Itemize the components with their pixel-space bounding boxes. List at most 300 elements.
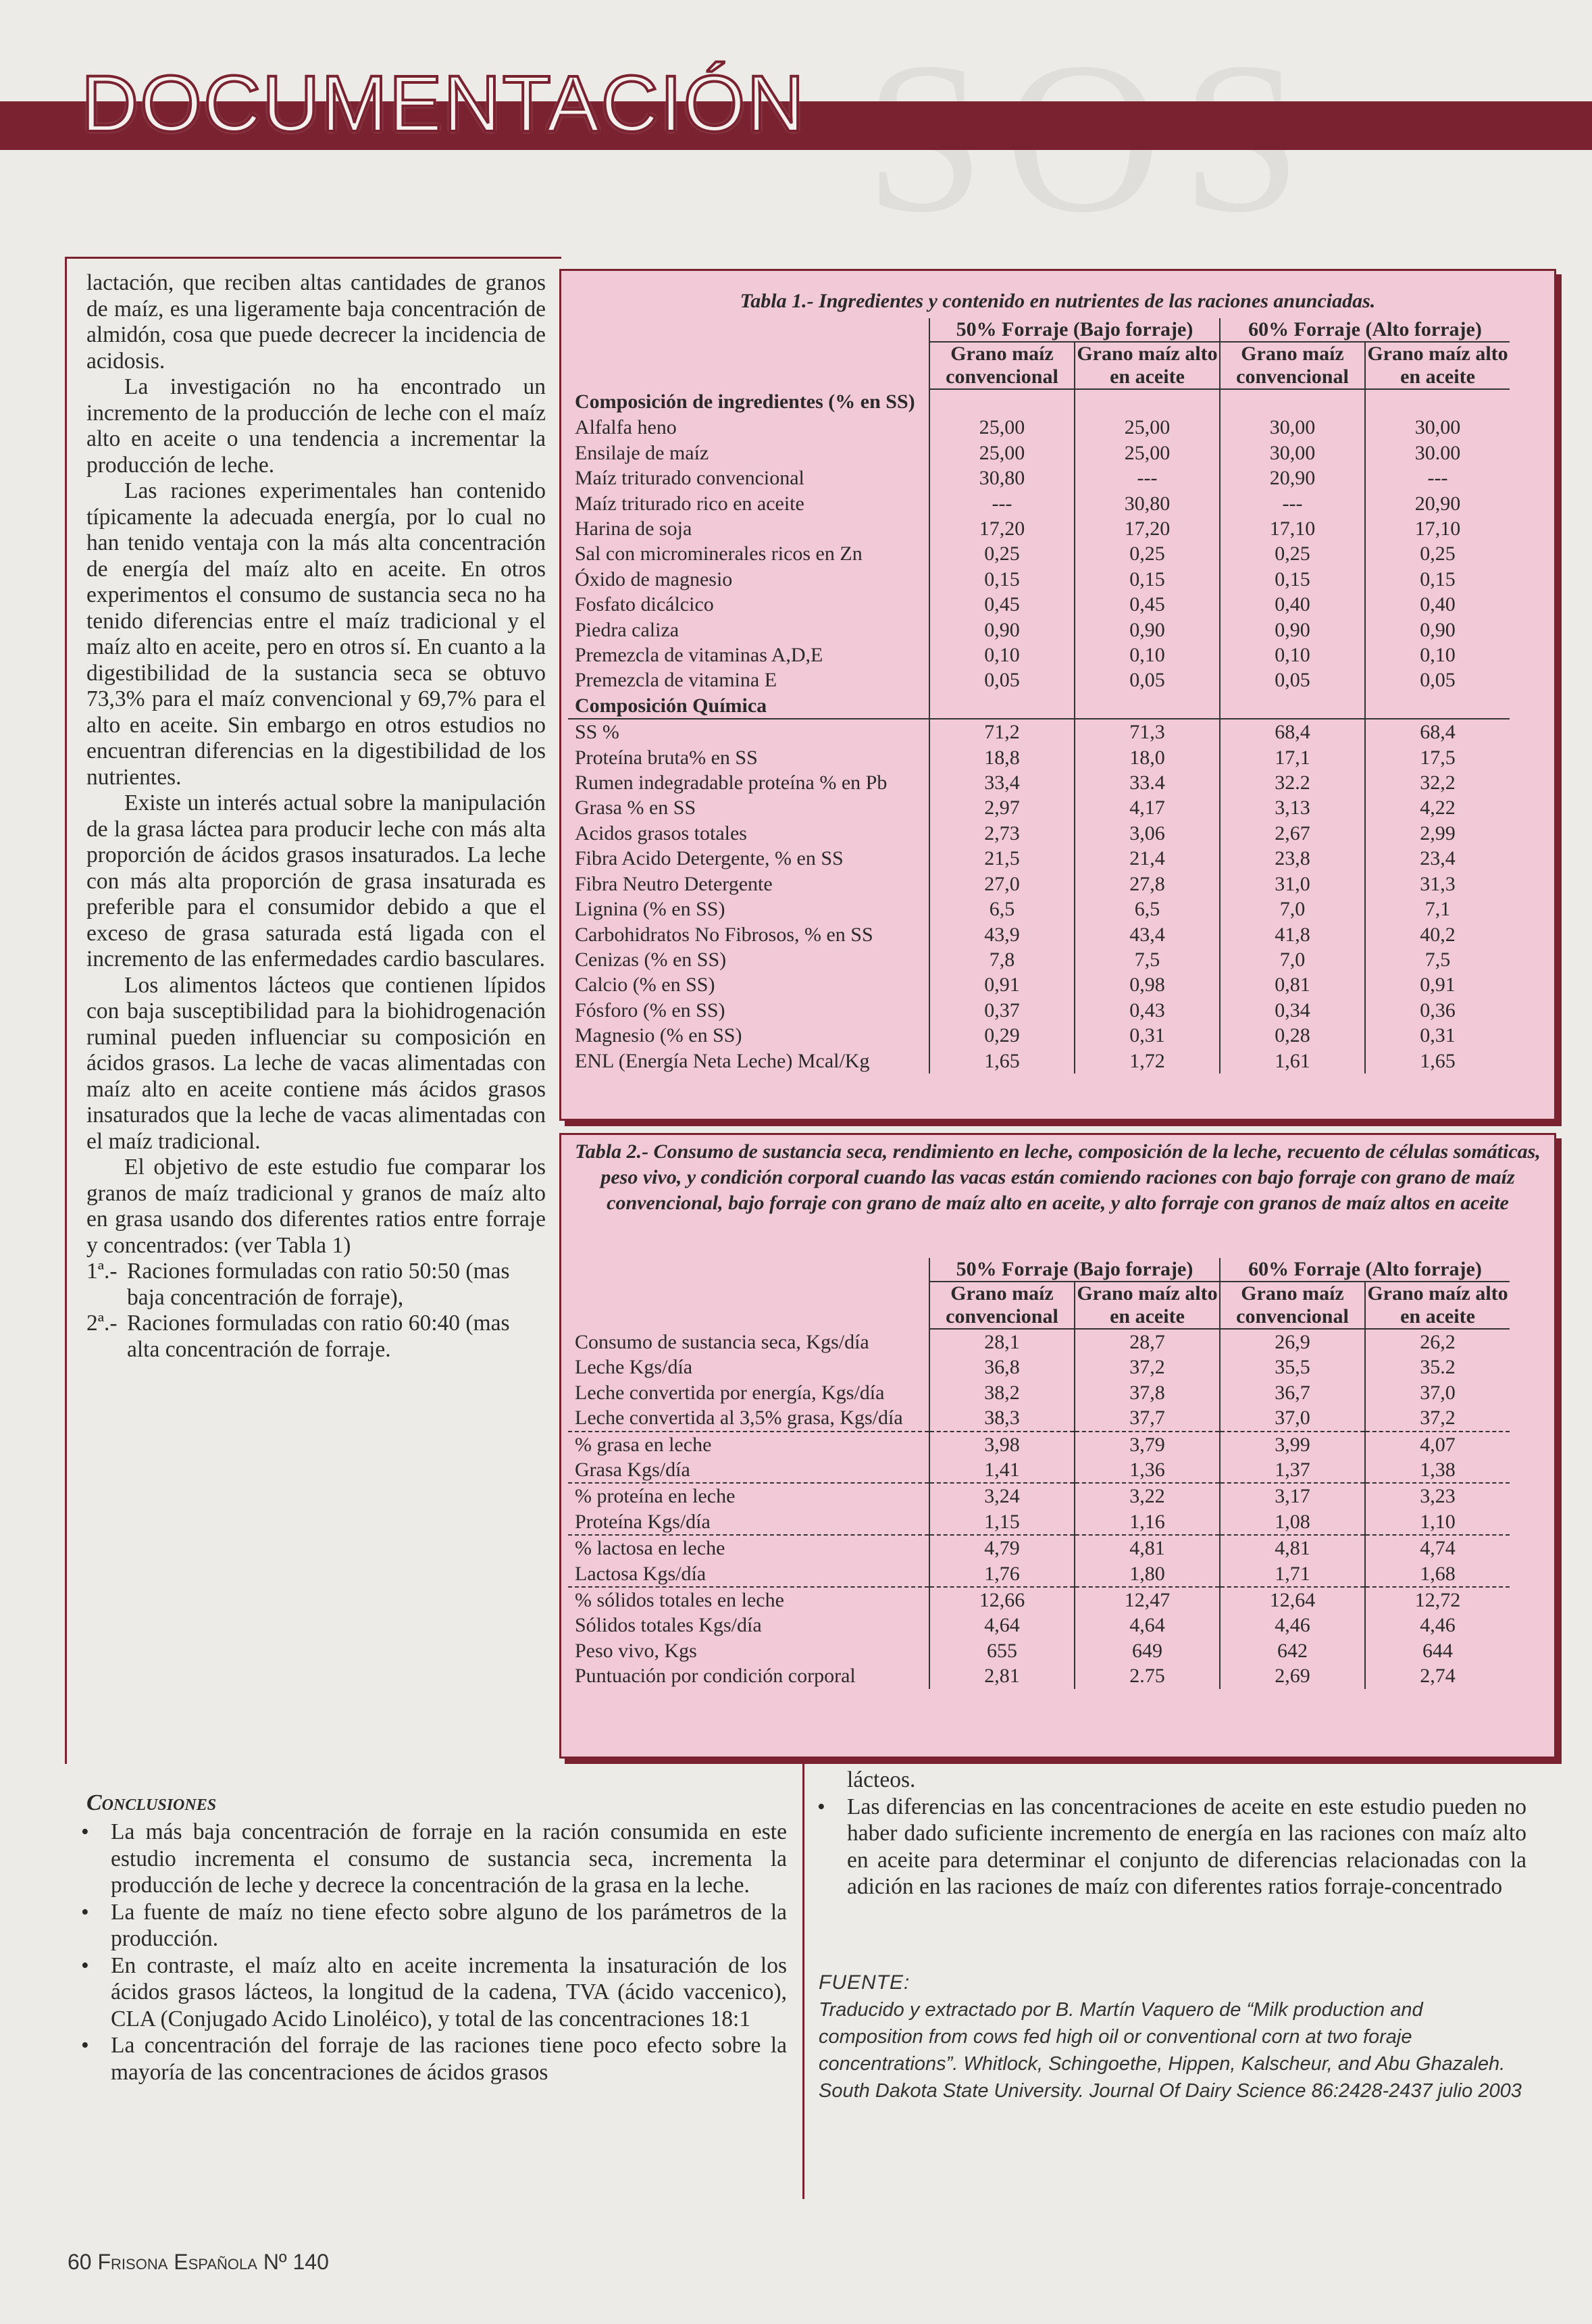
cell-value: 0,10 bbox=[1365, 642, 1510, 667]
source-note bbox=[819, 1969, 1528, 2104]
cell-value: 37,7 bbox=[1075, 1405, 1220, 1431]
table-row bbox=[568, 795, 1510, 820]
table-row bbox=[568, 465, 1510, 490]
cell-value: 4,22 bbox=[1365, 795, 1510, 820]
table-1-grid bbox=[568, 318, 1510, 1073]
cell-value: 28,1 bbox=[929, 1329, 1075, 1355]
row-label: Acidos grasos totales bbox=[575, 822, 747, 844]
page-footer bbox=[68, 2250, 329, 2275]
column-header: Grano maíz convencional bbox=[929, 1282, 1075, 1329]
cell-value: 1,37 bbox=[1220, 1457, 1365, 1483]
bullet: • bbox=[81, 1952, 89, 1978]
row-label: Rumen indegradable proteína % en Pb bbox=[575, 772, 888, 794]
empty-cell bbox=[1365, 389, 1510, 415]
empty-cell bbox=[1220, 389, 1365, 415]
cell-value: 12,47 bbox=[1075, 1587, 1220, 1613]
group-header: 50% Forraje (Bajo forraje) bbox=[929, 318, 1220, 342]
table-row bbox=[568, 541, 1510, 566]
row-label: Puntuación por condición corporal bbox=[575, 1665, 856, 1688]
cell-value: 2,67 bbox=[1220, 821, 1365, 846]
cell-value: 30,00 bbox=[1365, 415, 1510, 440]
cell-value: 7,5 bbox=[1075, 947, 1220, 972]
cell-value: 17,10 bbox=[1220, 516, 1365, 541]
paragraph: Existe un interés actual sobre la manipulación de la grasa láctea para producir leche con más alta proporción de ácidos grasos insaturados. La leche con más alta proporción de grasa insaturada es preferible para el consumidor debido a que el exceso de grasa saturada está ligada con el incremento de las enfermedades cardio basculares. bbox=[86, 790, 546, 971]
table-row bbox=[568, 1405, 1510, 1431]
cell-value: 0,36 bbox=[1365, 998, 1510, 1023]
group-header: 50% Forraje (Bajo forraje) bbox=[929, 1258, 1220, 1282]
cell-value: 4,17 bbox=[1075, 795, 1220, 820]
cell-value: 12,64 bbox=[1220, 1587, 1365, 1613]
cell-value: 25,00 bbox=[929, 415, 1075, 440]
cell-value: 17,10 bbox=[1365, 516, 1510, 541]
cell-value: 33.4 bbox=[1075, 770, 1220, 795]
row-label: Fibra Acido Detergente, % en SS bbox=[575, 847, 844, 870]
cell-value: 17,20 bbox=[929, 516, 1075, 541]
cell-value: 26,2 bbox=[1365, 1329, 1510, 1355]
cell-value: 32.2 bbox=[1220, 770, 1365, 795]
cell-value: 43,4 bbox=[1075, 922, 1220, 947]
cell-value: 36,8 bbox=[929, 1355, 1075, 1380]
cell-value: 3,79 bbox=[1075, 1432, 1220, 1457]
table-row bbox=[568, 770, 1510, 795]
cell-value: 4,79 bbox=[929, 1535, 1075, 1561]
cell-value: 1,68 bbox=[1365, 1561, 1510, 1587]
cell-value: 3,23 bbox=[1365, 1483, 1510, 1509]
empty-cell bbox=[1075, 389, 1220, 415]
list-item bbox=[81, 1899, 787, 1952]
cell-value: 35,5 bbox=[1220, 1355, 1365, 1380]
cell-value: 3,99 bbox=[1220, 1432, 1365, 1457]
conclusions-heading: Conclusiones bbox=[86, 1790, 217, 1815]
cell-value: 0,90 bbox=[1220, 617, 1365, 642]
table-row bbox=[568, 516, 1510, 541]
cell-value: 23,4 bbox=[1365, 846, 1510, 871]
table-row bbox=[568, 1329, 1510, 1355]
row-label: Leche convertida por energía, Kgs/día bbox=[575, 1381, 885, 1404]
list-item bbox=[81, 1952, 787, 2033]
table-row bbox=[568, 1023, 1510, 1048]
cell-value: 4,46 bbox=[1220, 1613, 1365, 1638]
cell-value: 4,81 bbox=[1075, 1535, 1220, 1561]
cell-value: 0,25 bbox=[1075, 541, 1220, 566]
cell-value: 3,17 bbox=[1220, 1483, 1365, 1509]
table-row bbox=[568, 896, 1510, 921]
cell-value: 18,8 bbox=[929, 745, 1075, 770]
cell-value: 1,72 bbox=[1075, 1049, 1220, 1073]
cell-value: 35.2 bbox=[1365, 1355, 1510, 1380]
cell-value: 0,45 bbox=[929, 592, 1075, 617]
cell-value: 7,0 bbox=[1220, 947, 1365, 972]
row-label: Fibra Neutro Detergente bbox=[575, 872, 773, 895]
cell-value: 7,0 bbox=[1220, 896, 1365, 921]
list-item bbox=[817, 1794, 1526, 1900]
cell-value: 0,90 bbox=[929, 617, 1075, 642]
list-text: Raciones formuladas con ratio 50:50 (mas baja concentración de forraje), bbox=[127, 1259, 510, 1310]
row-label: Maíz triturado rico en aceite bbox=[575, 492, 804, 515]
cell-value: 0,25 bbox=[1220, 541, 1365, 566]
cell-value: 40,2 bbox=[1365, 922, 1510, 947]
bullet: • bbox=[81, 1819, 89, 1844]
conclusions-list bbox=[81, 1819, 787, 2086]
cell-value: 3,98 bbox=[929, 1432, 1075, 1457]
cell-value: 4,74 bbox=[1365, 1535, 1510, 1561]
cell-value: 37,0 bbox=[1220, 1405, 1365, 1431]
section-title: DOCUMENTACIÓN bbox=[81, 59, 806, 149]
table-row bbox=[568, 972, 1510, 997]
cell-value: 36,7 bbox=[1220, 1380, 1365, 1405]
list-item bbox=[81, 1819, 787, 1899]
cell-value: 0,10 bbox=[1220, 642, 1365, 667]
row-label: Consumo de sustancia seca, Kgs/día bbox=[575, 1330, 869, 1353]
table-row bbox=[568, 1509, 1510, 1535]
table-row bbox=[568, 1663, 1510, 1688]
cell-value: 3,22 bbox=[1075, 1483, 1220, 1509]
cell-value: 0,15 bbox=[929, 567, 1075, 592]
list-text: lácteos. bbox=[847, 1767, 916, 1792]
row-label: ENL (Energía Neta Leche) Mcal/Kg bbox=[575, 1049, 870, 1072]
cell-value: 7,1 bbox=[1365, 896, 1510, 921]
cell-value: 0,29 bbox=[929, 1023, 1075, 1048]
row-label: Peso vivo, Kgs bbox=[575, 1639, 697, 1662]
row-label: Óxido de magnesio bbox=[575, 567, 733, 590]
cell-value: 3,06 bbox=[1075, 821, 1220, 846]
table-row bbox=[568, 1535, 1510, 1561]
column-header: Grano maíz alto en aceite bbox=[1075, 342, 1220, 389]
left-column-text bbox=[86, 270, 546, 1763]
cell-value: 26,9 bbox=[1220, 1329, 1365, 1355]
empty-cell bbox=[1220, 693, 1365, 719]
empty-cell bbox=[929, 389, 1075, 415]
cell-value: 2,69 bbox=[1220, 1663, 1365, 1688]
table-row bbox=[568, 642, 1510, 667]
cell-value: 30,00 bbox=[1220, 415, 1365, 440]
cell-value: --- bbox=[929, 491, 1075, 516]
row-label: Sal con microminerales ricos en Zn bbox=[575, 542, 863, 565]
list-number: 2ª.- bbox=[86, 1311, 118, 1336]
cell-value: 0,37 bbox=[929, 998, 1075, 1023]
cell-value: --- bbox=[1075, 465, 1220, 490]
list-item bbox=[86, 1259, 546, 1311]
cell-value: 2,74 bbox=[1365, 1663, 1510, 1688]
section-row bbox=[568, 389, 1510, 415]
paragraph: La investigación no ha encontrado un incremento de la producción de leche con el maíz alto en aceite o una tendencia a incrementar la producción de leche. bbox=[86, 374, 546, 478]
row-label: % lactosa en leche bbox=[575, 1537, 725, 1560]
cell-value: 30,80 bbox=[1075, 491, 1220, 516]
paragraph: Los alimentos lácteos que contienen lípidos con baja susceptibilidad para la biohidrogenación ruminal pueden influenciar su composición en ácidos grasos. La leche de vacas alimentadas con maíz alto en aceite contiene más ácidos grasos insaturados que la leche de vacas alimentadas con el maíz tradicional. bbox=[86, 972, 546, 1154]
row-label: Cenizas (% en SS) bbox=[575, 948, 727, 971]
row-label: Lactosa Kgs/día bbox=[568, 1561, 929, 1587]
table-2-grid bbox=[568, 1258, 1510, 1689]
row-label: Grasa Kgs/día bbox=[568, 1457, 929, 1483]
row-label: Proteína bruta% en SS bbox=[575, 746, 758, 769]
empty-cell bbox=[929, 693, 1075, 719]
cell-value: 17,5 bbox=[1365, 745, 1510, 770]
cell-value: 28,7 bbox=[1075, 1329, 1220, 1355]
table-row bbox=[568, 947, 1510, 972]
cell-value: 20,90 bbox=[1365, 491, 1510, 516]
source-heading: FUENTE: bbox=[819, 1971, 910, 1994]
cell-value: 71,2 bbox=[929, 719, 1075, 744]
table-row bbox=[568, 592, 1510, 617]
cell-value: 0,10 bbox=[1075, 642, 1220, 667]
row-label: Premezcla de vitamina E bbox=[575, 669, 777, 692]
cell-value: 1,16 bbox=[1075, 1509, 1220, 1535]
cell-value: 655 bbox=[929, 1638, 1075, 1663]
cell-value: 20,90 bbox=[1220, 465, 1365, 490]
section-label: Composición Química bbox=[568, 693, 929, 719]
cell-value: 43,9 bbox=[929, 922, 1075, 947]
magazine-name: Frisona Española bbox=[97, 2250, 257, 2274]
cell-value: 71,3 bbox=[1075, 719, 1220, 744]
cell-value: 1,41 bbox=[929, 1457, 1075, 1483]
row-label: Maíz triturado convencional bbox=[575, 467, 804, 490]
cell-value: 1,10 bbox=[1365, 1509, 1510, 1535]
table-row bbox=[568, 998, 1510, 1023]
table-row bbox=[568, 1380, 1510, 1405]
cell-value: 3,24 bbox=[929, 1483, 1075, 1509]
cell-value: 17,1 bbox=[1220, 745, 1365, 770]
cell-value: 0,34 bbox=[1220, 998, 1365, 1023]
cell-value: 0,91 bbox=[929, 972, 1075, 997]
cell-value: 0,05 bbox=[929, 667, 1075, 692]
cell-value: 38,2 bbox=[929, 1380, 1075, 1405]
empty-cell bbox=[1365, 693, 1510, 719]
table-row bbox=[568, 719, 1510, 744]
cell-value: 17,20 bbox=[1075, 516, 1220, 541]
cell-value: 18,0 bbox=[1075, 745, 1220, 770]
cell-value: 25,00 bbox=[1075, 415, 1220, 440]
cell-value: 2.75 bbox=[1075, 1663, 1220, 1688]
cell-value: 6,5 bbox=[1075, 896, 1220, 921]
row-label: Leche Kgs/día bbox=[575, 1356, 693, 1379]
cell-value: 1,15 bbox=[929, 1509, 1075, 1535]
cell-value: 3,13 bbox=[1220, 795, 1365, 820]
table-row bbox=[568, 1613, 1510, 1638]
bullet: • bbox=[817, 1794, 825, 1819]
column-header: Grano maíz alto en aceite bbox=[1075, 1282, 1220, 1329]
cell-value: 1,71 bbox=[1220, 1561, 1365, 1587]
paragraph: lactación, que reciben altas cantidades de granos de maíz, es una ligeramente baja concentración de almidón, cosa que puede decrecer la incidencia de acidosis. bbox=[86, 270, 546, 374]
cell-value: 0,10 bbox=[929, 642, 1075, 667]
cell-value: 4,64 bbox=[1075, 1613, 1220, 1638]
table-row bbox=[568, 491, 1510, 516]
row-label: Leche convertida al 3,5% grasa, Kgs/día bbox=[568, 1405, 929, 1431]
cell-value: 0,15 bbox=[1075, 567, 1220, 592]
column-header: Grano maíz convencional bbox=[1220, 1282, 1365, 1329]
cell-value: 0,31 bbox=[1365, 1023, 1510, 1048]
list-text: La más baja concentración de forraje en la ración consumida en este estudio incrementa el consumo de sustancia seca, incrementa la producción de leche y decrece la concentración de la grasa en la leche. bbox=[111, 1819, 787, 1898]
cell-value: 0,98 bbox=[1075, 972, 1220, 997]
cell-value: 642 bbox=[1220, 1638, 1365, 1663]
row-label: % grasa en leche bbox=[575, 1433, 712, 1456]
cell-value: 0,90 bbox=[1075, 617, 1220, 642]
bullet: • bbox=[81, 1899, 89, 1925]
cell-value: 37,0 bbox=[1365, 1380, 1510, 1405]
cell-value: 0,05 bbox=[1220, 667, 1365, 692]
cell-value: 41,8 bbox=[1220, 922, 1365, 947]
row-label: SS % bbox=[575, 721, 619, 744]
table-row bbox=[568, 872, 1510, 896]
cell-value: 0,15 bbox=[1220, 567, 1365, 592]
cell-value: 4,64 bbox=[929, 1613, 1075, 1638]
bullet: • bbox=[81, 2033, 89, 2058]
cell-value: 0,91 bbox=[1365, 972, 1510, 997]
group-header: 60% Forraje (Alto forraje) bbox=[1220, 1258, 1510, 1282]
row-label: Piedra caliza bbox=[575, 618, 679, 641]
table-row bbox=[568, 667, 1510, 692]
list-text: La fuente de maíz no tiene efecto sobre alguno de los parámetros de la producción. bbox=[111, 1899, 787, 1951]
table-1-caption: Tabla 1.- Ingredientes y contenido en nutrientes de las raciones anunciadas. bbox=[740, 290, 1376, 312]
cell-value: 1,38 bbox=[1365, 1457, 1510, 1483]
column-header: Grano maíz alto en aceite bbox=[1365, 1282, 1510, 1329]
list-item bbox=[817, 1767, 1526, 1794]
cell-value: 27,8 bbox=[1075, 872, 1220, 896]
cell-value: 37,8 bbox=[1075, 1380, 1220, 1405]
source-text: Traducido y extractado por B. Martín Vaquero de “Milk production and composition from cows fed high oil or conventional corn at two foraje concentrations”. Whitlock, Schingoethe, Hippen, Kalscheur, and Abu Ghazaleh. South Dakota State University. Journal Of Dairy Science 86:2428-2437 julio 2003 bbox=[819, 1999, 1522, 2102]
cell-value: 2,81 bbox=[929, 1663, 1075, 1688]
cell-value: 1,65 bbox=[1365, 1049, 1510, 1073]
row-label: Proteína Kgs/día bbox=[568, 1509, 929, 1535]
cell-value: 0,90 bbox=[1365, 617, 1510, 642]
table-row bbox=[568, 1049, 1510, 1073]
list-text: La concentración del forraje de las raciones tiene poco efecto sobre la mayoría de las concentraciones de ácidos grasos bbox=[111, 2033, 787, 2085]
cell-value: 2,97 bbox=[929, 795, 1075, 820]
column-header: Grano maíz convencional bbox=[1220, 342, 1365, 389]
cell-value: 7,8 bbox=[929, 947, 1075, 972]
section-row bbox=[568, 693, 1510, 719]
cell-value: 21,5 bbox=[929, 846, 1075, 871]
section-label: Composición de ingredientes (% en SS) bbox=[575, 390, 915, 413]
paragraph: El objetivo de este estudio fue comparar los granos de maíz tradicional y granos de maíz alto en grasa usando dos diferentes ratios entre forraje y concentrados: (ver Tabla 1) bbox=[86, 1155, 546, 1258]
table-row bbox=[568, 821, 1510, 846]
table-row bbox=[568, 846, 1510, 871]
table-row bbox=[568, 922, 1510, 947]
row-label: Harina de soja bbox=[575, 517, 692, 540]
list-text: Las diferencias en las concentraciones de aceite en este estudio pueden no haber dado suficiente incremento de energía en las raciones con maíz alto en aceite para determinar el conjunto de diferencias relacionadas con la adición en las raciones de maíz con diferentes ratios forraje-concentrado bbox=[847, 1794, 1526, 1899]
row-label: % sólidos totales en leche bbox=[575, 1589, 784, 1612]
cell-value: 25,00 bbox=[1075, 440, 1220, 465]
table-row bbox=[568, 1638, 1510, 1663]
cell-value: 32,2 bbox=[1365, 770, 1510, 795]
cell-value: 7,5 bbox=[1365, 947, 1510, 972]
cell-value: 33,4 bbox=[929, 770, 1075, 795]
row-label: Carbohidratos No Fibrosos, % en SS bbox=[575, 923, 873, 946]
row-label: Calcio (% en SS) bbox=[575, 974, 715, 996]
table-row bbox=[568, 415, 1510, 440]
list-item bbox=[81, 2032, 787, 2086]
cell-value: 6,5 bbox=[929, 896, 1075, 921]
list-text: En contraste, el maíz alto en aceite incrementa la insaturación de los ácidos grasos lácteos, la longitud de la cadena, TVA (ácido vaccenico), CLA (Conjugado Acido Linoléico), y total de las concentraciones 18:1 bbox=[111, 1952, 787, 2031]
paragraph: Las raciones experimentales han contenido típicamente la adecuada energía, por lo cual no han tenido ventaja con la más alta concentración de energía del maíz alto en aceite. En otros experimentos el consumo de sustancia seca no ha tenido diferencias entre el maíz tradicional y el maíz alto en aceite, pero en otros sí. En cuanto a la digestibilidad de la sustancia seca se obtuvo 73,3% para el maíz convencional y 69,7% para el alto en aceite. Sin embargo en otros estudios no encuentran diferencias en la digestibilidad de los nutrientes. bbox=[86, 478, 546, 790]
row-label: Fosfato dicálcico bbox=[575, 593, 714, 616]
page-number: 60 bbox=[68, 2250, 92, 2274]
cell-value: 4,46 bbox=[1365, 1613, 1510, 1638]
cell-value: 0,15 bbox=[1365, 567, 1510, 592]
table-row bbox=[568, 1457, 1510, 1483]
column-header: Grano maíz convencional bbox=[929, 342, 1075, 389]
cell-value: 0,25 bbox=[1365, 541, 1510, 566]
table-row bbox=[568, 1432, 1510, 1457]
list-number: 1ª.- bbox=[86, 1259, 118, 1284]
table-row bbox=[568, 567, 1510, 592]
cell-value: 1,61 bbox=[1220, 1049, 1365, 1073]
cell-value: 2,73 bbox=[929, 821, 1075, 846]
row-label: Fósforo (% en SS) bbox=[575, 999, 725, 1021]
table-row bbox=[568, 1561, 1510, 1587]
table-2 bbox=[559, 1133, 1556, 1759]
cell-value: 0,31 bbox=[1075, 1023, 1220, 1048]
cell-value: 27,0 bbox=[929, 872, 1075, 896]
table-1 bbox=[559, 269, 1556, 1121]
column-header: Grano maíz alto en aceite bbox=[1365, 342, 1510, 389]
issue-number: Nº 140 bbox=[263, 2250, 329, 2274]
cell-value: 0,05 bbox=[1075, 667, 1220, 692]
list-item bbox=[86, 1311, 546, 1363]
cell-value: 0,43 bbox=[1075, 998, 1220, 1023]
row-label: % proteína en leche bbox=[575, 1485, 736, 1508]
table-row bbox=[568, 617, 1510, 642]
cell-value: 644 bbox=[1365, 1638, 1510, 1663]
cell-value: 0,45 bbox=[1075, 592, 1220, 617]
cell-value: 0,81 bbox=[1220, 972, 1365, 997]
cell-value: 37,2 bbox=[1075, 1355, 1220, 1380]
cell-value: 2,99 bbox=[1365, 821, 1510, 846]
cell-value: 0,28 bbox=[1220, 1023, 1365, 1048]
cell-value: 1,80 bbox=[1075, 1561, 1220, 1587]
table-row bbox=[568, 1587, 1510, 1613]
cell-value: 4,81 bbox=[1220, 1535, 1365, 1561]
cell-value: 1,36 bbox=[1075, 1457, 1220, 1483]
cell-value: 1,76 bbox=[929, 1561, 1075, 1587]
row-label: Magnesio (% en SS) bbox=[575, 1024, 742, 1047]
cell-value: 4,07 bbox=[1365, 1432, 1510, 1457]
cell-value: 23,8 bbox=[1220, 846, 1365, 871]
empty-cell bbox=[1075, 693, 1220, 719]
cell-value: 68,4 bbox=[1365, 719, 1510, 744]
conclusions-list-continued bbox=[817, 1767, 1526, 1900]
table-2-caption: Tabla 2.- Consumo de sustancia seca, rendimiento en leche, composición de la leche, recuento de células somáticas, peso vivo, y condición corporal cuando las vacas están comiendo raciones con bajo forraje con grano de maíz convencional, bajo forraje con grano de maíz alto en aceite, y alto forraje con granos de maíz altos en aceite bbox=[575, 1140, 1541, 1214]
cell-value: 37,2 bbox=[1365, 1405, 1510, 1431]
column-divider bbox=[802, 1760, 804, 2199]
cell-value: 30,80 bbox=[929, 465, 1075, 490]
cell-value: 30.00 bbox=[1365, 440, 1510, 465]
list-text: Raciones formuladas con ratio 60:40 (mas alta concentración de forraje. bbox=[127, 1311, 510, 1362]
table-row bbox=[568, 1355, 1510, 1380]
cell-value: --- bbox=[1220, 491, 1365, 516]
cell-value: 649 bbox=[1075, 1638, 1220, 1663]
cell-value: 1,65 bbox=[929, 1049, 1075, 1073]
row-label: Ensilaje de maíz bbox=[575, 441, 709, 464]
cell-value: --- bbox=[1365, 465, 1510, 490]
cell-value: 0,40 bbox=[1220, 592, 1365, 617]
row-label: Premezcla de vitaminas A,D,E bbox=[575, 644, 823, 667]
cell-value: 0,05 bbox=[1365, 667, 1510, 692]
table-row bbox=[568, 440, 1510, 465]
cell-value: 68,4 bbox=[1220, 719, 1365, 744]
cell-value: 0,40 bbox=[1365, 592, 1510, 617]
cell-value: 21,4 bbox=[1075, 846, 1220, 871]
row-label: Alfalfa heno bbox=[575, 416, 677, 439]
cell-value: 30,00 bbox=[1220, 440, 1365, 465]
cell-value: 1,08 bbox=[1220, 1509, 1365, 1535]
row-label: Lignina (% en SS) bbox=[575, 898, 725, 921]
cell-value: 12,66 bbox=[929, 1587, 1075, 1613]
cell-value: 31,3 bbox=[1365, 872, 1510, 896]
cell-value: 31,0 bbox=[1220, 872, 1365, 896]
group-header: 60% Forraje (Alto forraje) bbox=[1220, 318, 1510, 342]
table-row bbox=[568, 1483, 1510, 1509]
row-label: Grasa % en SS bbox=[575, 797, 696, 819]
